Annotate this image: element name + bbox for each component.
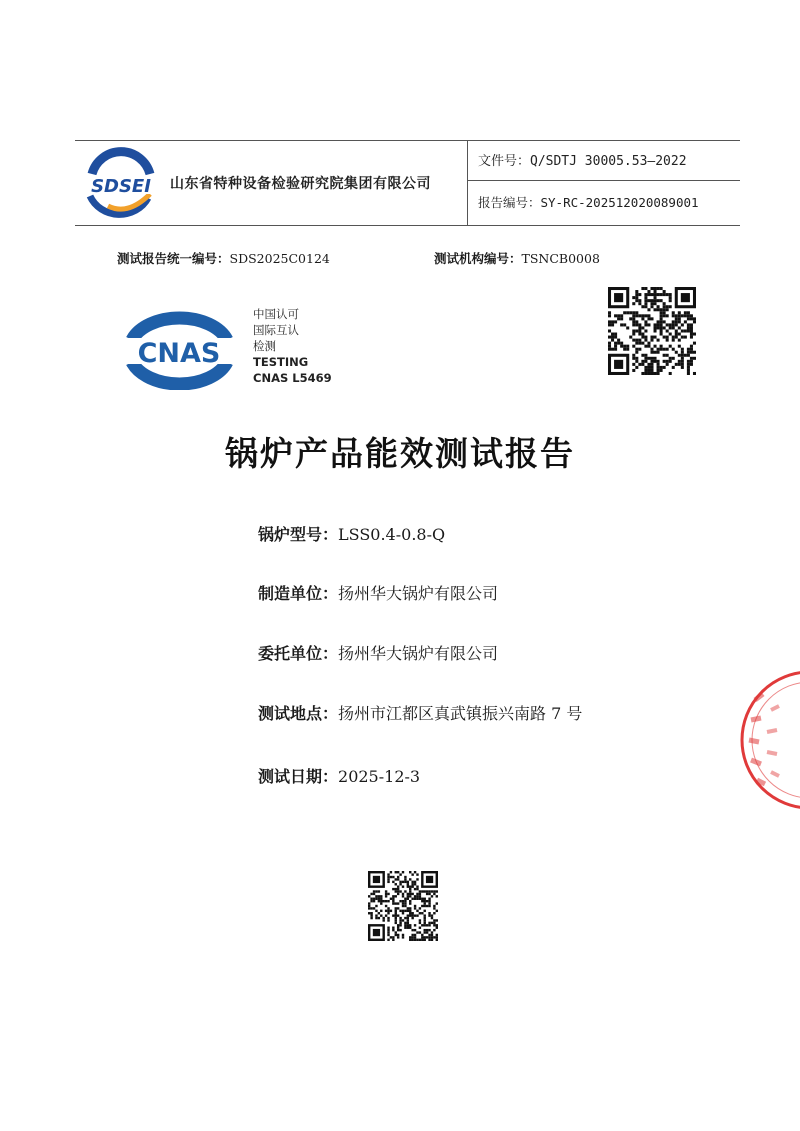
cnas-line: 检测 <box>253 339 276 353</box>
unified-number <box>117 249 330 267</box>
qr-code-bottom <box>368 870 438 942</box>
test-location-field <box>258 701 582 724</box>
report-number: 报告编号：SY-RC-202512020089001 <box>478 195 699 210</box>
field-label: 测试地点： <box>258 704 339 723</box>
field-value: 2025-12-3 <box>338 767 421 786</box>
report-title: 锅炉产品能效测试报告 <box>225 434 575 473</box>
file-number: 文件号：Q/SDTJ 30005.53—2022 <box>478 154 687 169</box>
qr-code-top <box>608 287 696 375</box>
client-field <box>258 641 498 664</box>
field-label: 制造单位： <box>258 584 339 603</box>
field-value: 扬州市江都区真武镇振兴南路 7 号 <box>338 704 583 723</box>
boiler-model-field <box>258 522 445 545</box>
red-seal-stamp <box>735 660 800 820</box>
field-value: 扬州华大锅炉有限公司 <box>338 584 499 603</box>
cnas-line: CNAS L5469 <box>253 371 332 385</box>
organization-name: 山东省特种设备检验研究院集团有限公司 <box>170 176 431 192</box>
cnas-line: 国际互认 <box>253 323 299 337</box>
header-top-rule <box>75 140 740 141</box>
field-label: 锅炉型号： <box>258 525 339 544</box>
unified-number-label: 测试报告统一编号： <box>117 251 230 266</box>
header-divider <box>467 140 468 225</box>
cnas-logo <box>122 310 237 390</box>
agency-number <box>434 249 600 267</box>
cnas-accreditation-text <box>253 306 332 386</box>
cnas-logo-text: CNAS <box>137 338 221 369</box>
cnas-line: TESTING <box>253 355 309 369</box>
sdsei-logo <box>78 146 164 222</box>
cnas-line: 中国认可 <box>253 307 299 321</box>
agency-number-label: 测试机构编号： <box>434 251 522 266</box>
manufacturer-field <box>258 581 498 604</box>
header-bottom-rule <box>75 225 740 226</box>
field-label: 测试日期： <box>258 767 339 786</box>
field-value: 扬州华大锅炉有限公司 <box>338 644 499 663</box>
unified-number-value: SDS2025C0124 <box>229 251 330 266</box>
header-mid-rule <box>467 180 740 181</box>
sdsei-logo-text: SDSEI <box>91 176 151 197</box>
field-label: 委托单位： <box>258 644 339 663</box>
test-date-field <box>258 764 420 787</box>
field-value: LSS0.4-0.8-Q <box>338 525 446 544</box>
agency-number-value: TSNCB0008 <box>521 251 600 266</box>
